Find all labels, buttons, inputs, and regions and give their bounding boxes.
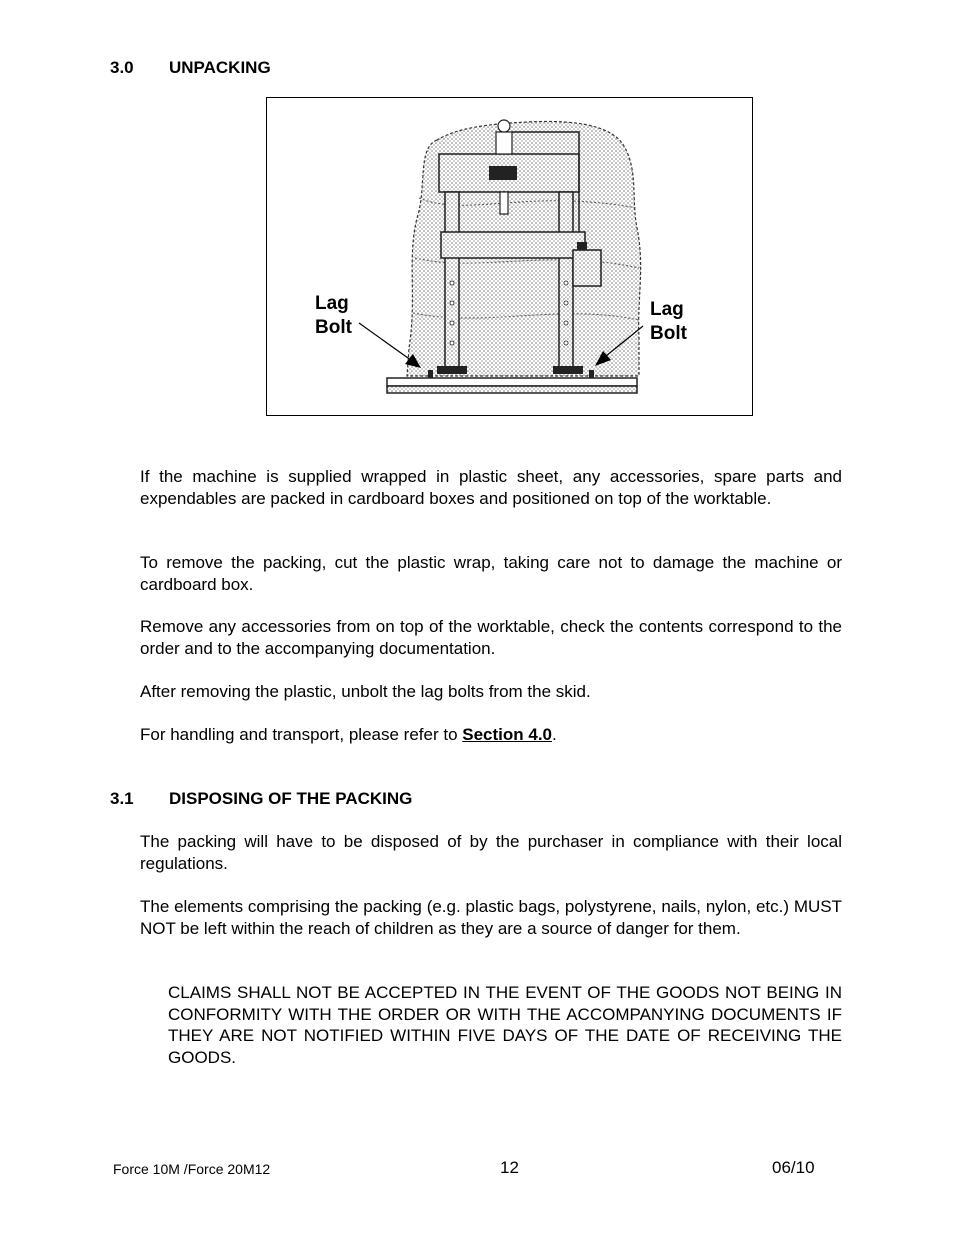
press-wrapped-illustration bbox=[267, 98, 754, 417]
bolt-label-line: Bolt bbox=[650, 323, 687, 344]
claims-notice: CLAIMS SHALL NOT BE ACCEPTED IN THE EVENT OF THE GOODS NOT BEING IN CONFORMITY WITH THE ORDER OR WITH THE ACCOMPANYING DOCUMENTS IF THEY ARE NOT NOTIFIED WITHIN FIVE DAYS OF THE DATE OF RECEIVING THE GOODS. bbox=[168, 983, 842, 1067]
section-heading-disposing bbox=[110, 789, 510, 811]
paragraph-disposal-regulations: The packing will have to be disposed of by the purchaser in compliance with their local regulations. bbox=[140, 832, 842, 873]
footer-page-number: 12 bbox=[500, 1158, 519, 1177]
paragraph-wrapped-supply: If the machine is supplied wrapped in plastic sheet, any accessories, spare parts and expendables are packed in cardboard boxes and positioned on top of the worktable. bbox=[140, 467, 842, 508]
lag-bolt-label-left bbox=[315, 292, 352, 340]
lag-bolt-label-right bbox=[650, 298, 687, 346]
bolt-label-line: Bolt bbox=[315, 317, 352, 338]
handling-prefix: For handling and transport, please refer to bbox=[140, 725, 463, 744]
handling-suffix: . bbox=[552, 725, 557, 744]
press-packing-figure bbox=[266, 97, 753, 416]
section-4-link[interactable]: Section 4.0 bbox=[462, 725, 553, 744]
paragraph-handling bbox=[140, 724, 842, 746]
section-title: DISPOSING OF THE PACKING bbox=[169, 789, 413, 808]
paragraph-remove-packing: To remove the packing, cut the plastic wrap, taking care not to damage the machine or cardboard box. bbox=[140, 553, 842, 594]
paragraph-packing-danger: The elements comprising the packing (e.g. plastic bags, polystyrene, nails, nylon, etc.) MUST NOT be left within the reach of children as they are a source of danger for them. bbox=[140, 897, 842, 938]
section-title: UNPACKING bbox=[169, 58, 271, 77]
footer-date: 06/10 bbox=[772, 1158, 815, 1177]
lag-label-line: Lag bbox=[650, 299, 684, 320]
footer-model: Force 10M /Force 20M12 bbox=[113, 1161, 271, 1177]
section-heading-unpacking bbox=[110, 58, 410, 80]
paragraph-unbolt: After removing the plastic, unbolt the lag bolts from the skid. bbox=[140, 682, 591, 701]
lag-label-line: Lag bbox=[315, 293, 349, 314]
paragraph-remove-accessories: Remove any accessories from on top of the worktable, check the contents correspond to the order and to the accompanying documentation. bbox=[140, 617, 842, 658]
section-number: 3.1 bbox=[110, 789, 134, 808]
section-number: 3.0 bbox=[110, 58, 134, 77]
